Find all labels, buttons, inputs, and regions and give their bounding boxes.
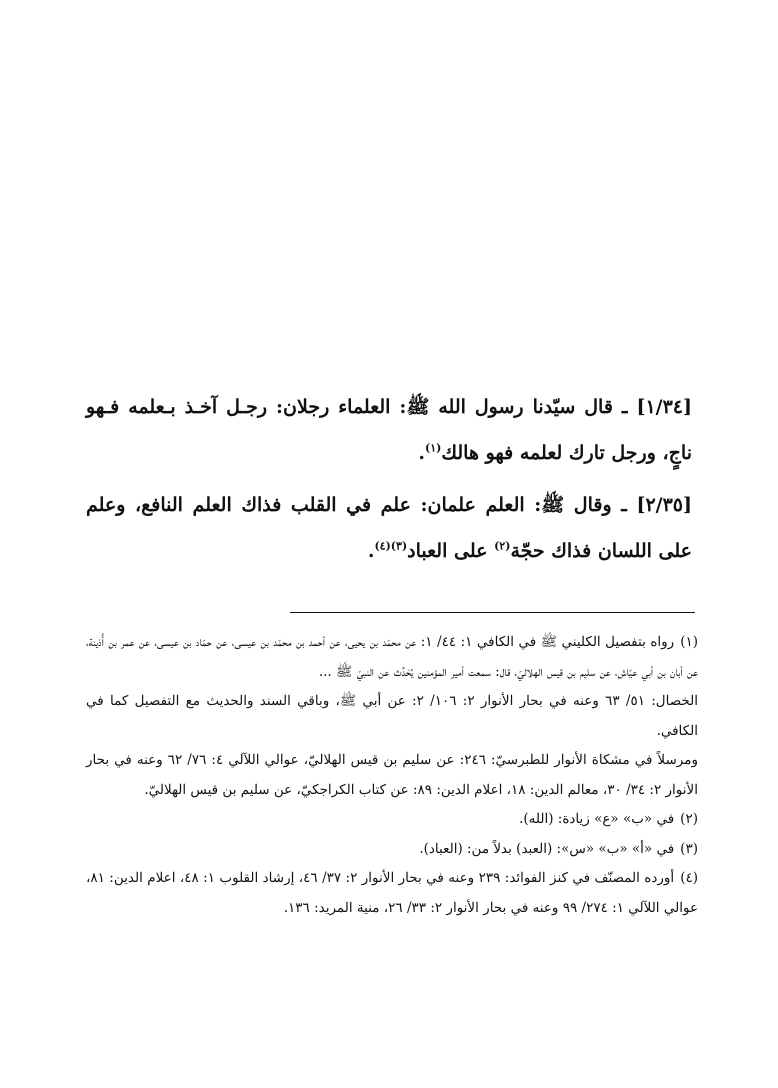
footnote-text: في «أ» «ب» «س»: (العبد) بدلاً من: (العباد). bbox=[419, 840, 675, 857]
hadith-end: . bbox=[367, 540, 375, 562]
footnote-paragraph: ومرسلاً في مشكاة الأنوار للطبرسيّ: ٢٤٦: عن سليم بن قيس الهلاليّ، عوالي اللآلي ٤: ٧٦/ ٦٢ وعنه في بحار الأنوار ٢: ٣٤/ ٣٠، معالم الدين: ١٨، اعلام الدين: ٨٩: عن كتاب الكراجكيّ، عن سليم بن قيس الهلاليّ. bbox=[86, 752, 698, 798]
footnote-text: أورده المصنّف في كنز الفوائد: ٢٣٩ وعنه في بحار الأنوار ٢: ٣٧/ ٤٦، إرشاد القلوب ١: ٤٨، اعلام الدين: ٨١، عوالي اللآلي ١: ٢٧٤/ ٩٩ وعنه في بحار الأنوار ٢: ٣٣/ ٢٦، منية المريد: ١٣٦. bbox=[86, 870, 698, 916]
footnotes bbox=[86, 628, 698, 923]
hadith-text: ـ وقال ﷺ: العلم علمان: علم في القلب فذاك العلم النافع، وعلم على اللسان فذاك حجّة bbox=[86, 494, 692, 562]
hadith-end: . bbox=[418, 442, 425, 464]
footnote-paragraph bbox=[86, 805, 698, 835]
footnote-number: (٣) bbox=[680, 840, 698, 857]
footnote-number: (٤) bbox=[680, 870, 699, 886]
footnote-divider bbox=[290, 612, 695, 613]
footnote-2 bbox=[86, 805, 698, 835]
footnote-1 bbox=[86, 628, 698, 805]
footnote-number: (٢) bbox=[680, 811, 698, 827]
footnote-marker[interactable]: (٣)(٤) bbox=[374, 539, 408, 553]
hadith-text: ـ قال سيّدنا رسول الله ﷺ: العلماء رجلان: رجـل آخـذ بـعلمه فـهو ناجٍ، ورجل تارك لعلمه فهو هالك bbox=[86, 396, 692, 464]
hadith-ref: [٢/٣٥] bbox=[636, 494, 692, 516]
footnote-4 bbox=[86, 864, 698, 923]
footnote-text: رواه بتفصيل الكليني ﷺ في الكافي ١: ٤٤/ ١: عن محمّد بن يحيى، عن أحمد بن محمّد بن عيسى، عن حمّاد بن عيسى، عن عمر بن أُذينة، عن أبان بن أبي عيّاش، عن سليم بن قيس الهلاليّ، قال: سمعت أمير المؤمنين يُحَدِّث عن النبيّ ﷺ ... bbox=[86, 634, 698, 680]
footnote-paragraph bbox=[86, 835, 698, 865]
footnote-3 bbox=[86, 835, 698, 865]
footnote-paragraph bbox=[86, 864, 698, 923]
footnote-marker[interactable]: (٢) bbox=[494, 539, 511, 553]
hadith-35 bbox=[86, 482, 692, 574]
footnote-marker[interactable]: (١) bbox=[425, 441, 442, 455]
footnote-number: (١) bbox=[680, 634, 699, 650]
hadith-text-continued: على العباد bbox=[407, 540, 495, 562]
hadith-34 bbox=[86, 384, 692, 476]
hadith-ref: [١/٣٤] bbox=[636, 396, 692, 418]
footnote-paragraph bbox=[86, 628, 698, 687]
hadith-section bbox=[86, 384, 692, 580]
footnote-text: في «ب» «ع» زيادة: (الله). bbox=[519, 811, 675, 827]
footnote-paragraph: الخصال: ٥١/ ٦٣ وعنه في بحار الأنوار ٢: ١٠٦/ ٢: عن أبي ﷺ، وباقي السند والحديث مع التفصيل كما في الكافي. bbox=[86, 693, 698, 739]
